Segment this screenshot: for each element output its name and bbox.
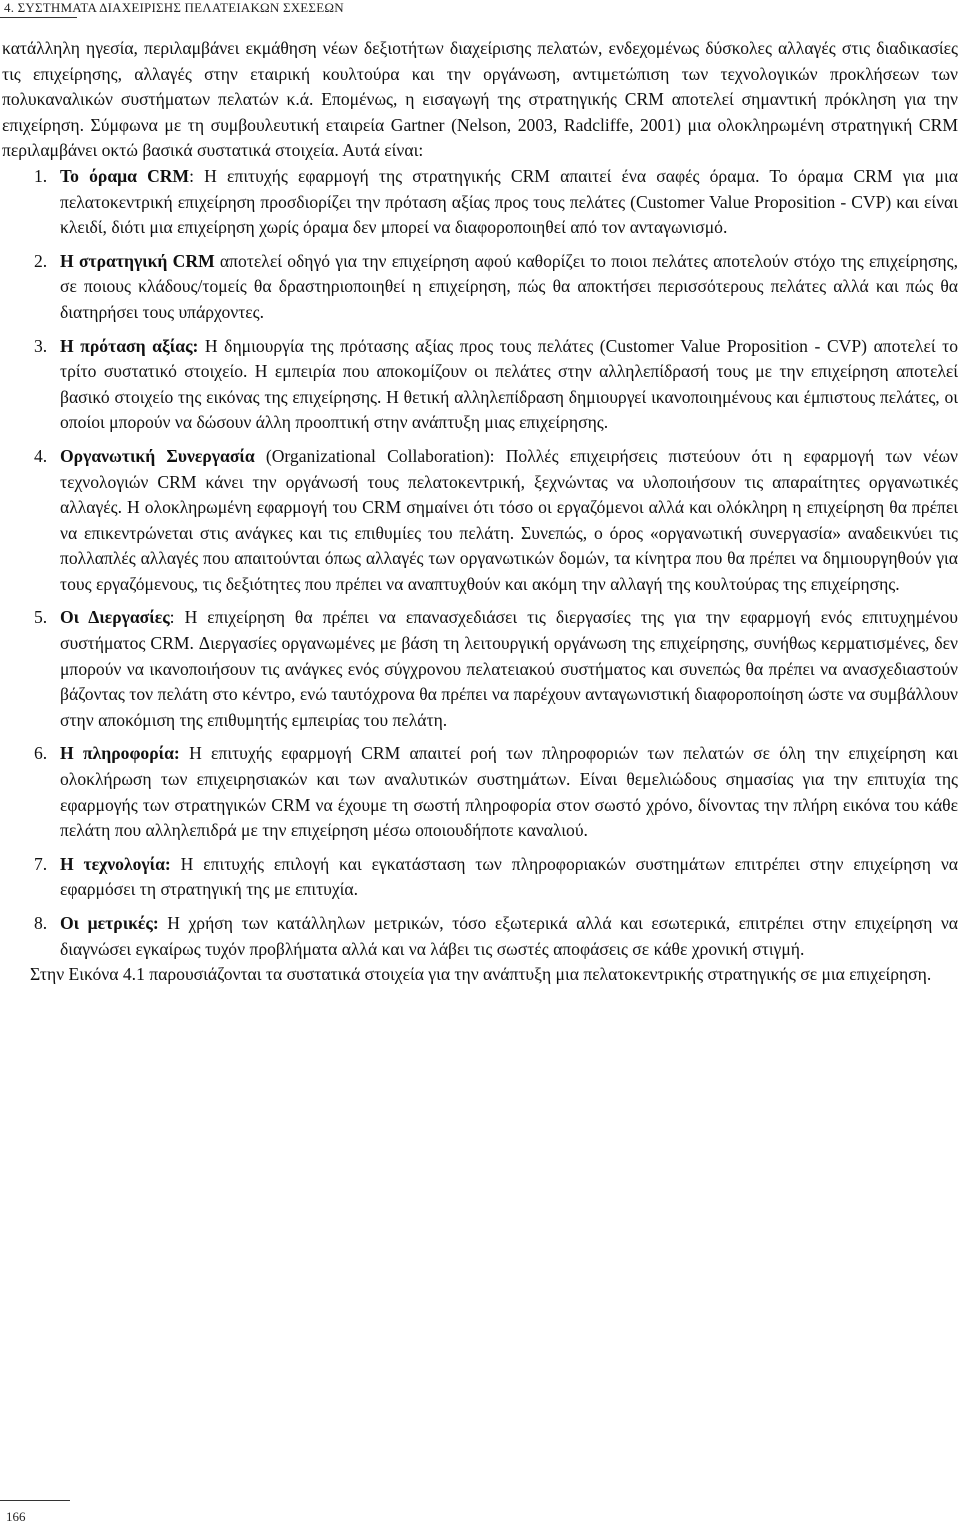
- list-item: [2, 164, 958, 241]
- list-item: [2, 444, 958, 598]
- list-number: 3.: [34, 335, 48, 356]
- list-item: [2, 852, 958, 903]
- list-number: 4.: [34, 445, 48, 466]
- list-item-text: Η επιτυχής επιλογή και εγκατάσταση των πληροφοριακών συστημάτων επιτρέπει στην επιχείρηση να εφαρμόσει τη στρατηγική της με επιτυχία.: [60, 853, 959, 900]
- intro-paragraph: κατάλληλη ηγεσία, περιλαμβάνει εκμάθηση νέων δεξιοτήτων διαχείρισης πελατών, ενδεχομένως δύσκολες αλλαγές στις διαδικασίες τις επιχείρησης, αλλαγές στην εταιρική κουλτούρα και την οργάνωση, αντιμετώπιση των τεχνολογικών προκλήσεων των πολυκαναλικών συστήματων πελατών κ.ά. Επομένως, η εισαγωγή της στρατηγικής CRM αποτελεί σημαντική πρόκληση για την επιχείρηση. Σύμφωνα με τη συμβουλευτική εταιρεία Gartner (Nelson, 2003, Radcliffe, 2001) μια ολοκληρωμένη στρατηγική CRM περιλαμβάνει οκτώ βασικά συστατικά στοιχεία. Αυτά είναι:: [2, 38, 958, 161]
- list-number: 6.: [34, 743, 48, 764]
- list-item-text: αποτελεί οδηγό για την επιχείρηση αφού καθορίζει το ποιοι πελάτες αποτελούν στόχο της επιχείρησης, σε ποιους κλάδους/τομείς θα δραστηριοποιηθεί η επιχείρηση, πώς θα αποκτήσει περισσότερους πελάτες αλλά και πώς θα διατηρήσει τους υπάρχοντες.: [60, 250, 958, 322]
- list-number: 8.: [34, 913, 48, 933]
- list-number: 2.: [34, 250, 48, 271]
- list-item-sep: :: [169, 607, 175, 628]
- page-content: [2, 36, 958, 988]
- list-item-sep: :: [189, 165, 195, 186]
- closing-paragraph: Στην Εικόνα 4.1 παρουσιάζονται τα συστατικά στοιχεία για την ανάπτυξη μια πελατοκεντρικής στρατηγικής σε μια επιχείρηση.: [30, 964, 932, 985]
- list-number: 1.: [34, 165, 48, 186]
- list-number: 7.: [34, 853, 48, 874]
- list-item-title: Η πρόταση αξίας:: [60, 335, 199, 356]
- list-item-text: Η επιτυχής εφαρμογή CRM απαιτεί ροή των πληροφοριών των πελατών σε όλη την επιχείρηση και ολοκλήρωση των επιχειρησιακών και των αναλυτικών συστημάτων. Είναι θεμελιώδους σημασίας για την επιτυχία της εφαρμογής των στρατηγικών CRM να έχουμε τη σωστή πληροφορία στον σωστό χρόνο, δίνοντας την πλήρη εικόνα του κάθε πελάτη που αλληλεπιδρά με την επιχείρηση μέσω οποιουδήποτε καναλιού.: [60, 743, 958, 841]
- list-item-text: Η επιτυχής εφαρμογή της στρατηγικής CRM απαιτεί ένα σαφές όραμα. Το όραμα CRM για μια πελατοκεντρική επιχείρηση προσδιορίζει την πρόταση αξίας προς τους πελάτες (Customer Value Proposition - CVP) και είναι κλειδί, διότι μια επιχείρηση χωρίς όραμα δεν μπορεί να διαφοροποιηθεί από τον ανταγωνισμό.: [60, 165, 958, 238]
- list-item-title: Οργανωτική Συνεργασία: [60, 445, 255, 466]
- list-item-title: Οι Διεργασίες: [60, 607, 170, 628]
- list-item-text: Η χρήση των κατάλληλων μετρικών, τόσο εξωτερικά αλλά και εσωτερικά, επιτρέπει στην επιχείρηση να διαγνώσει εγκαίρως τυχόν προβλήματα αλλά και να λάβει τις σωστές αποφάσεις σε κάθε χρονική στιγμή.: [60, 913, 958, 959]
- list-item: [2, 334, 958, 436]
- list-item-text: (Organizational Collaboration): Πολλές επιχειρήσεις πιστεύουν ότι η εφαρμογή των νέων τεχνολογιών CRM κάνει την οργάνωσή τους πελατοκεντρική, ξεχνώντας να υλοποιήσουν τις απαραίτητες οργανωτικές αλλαγές. Η ολοκληρωμένη εφαρμογή του CRM σημαίνει ότι τόσο οι εργαζόμενοι αλλά και ολόκληρη η επιχείρηση θα πρέπει να επικεντρώνεται στις ανάγκες και τις επιθυμίες του πελάτη. Συνεπώς, ο όρος «οργανωτική συνεργασία» αναδεικνύει τις πολλαπλές αλλαγές που απαιτούνται όπως αλλαγές των οργανωτικών δομών, τα κίνητρα που θα πρέπει να δημιουργηθούν για τους εργαζόμενους, τις δεξιότητες που πρέπει να αναπτυχθούν και ακόμη την αλλαγή της κουλτούρας της επιχείρησης.: [60, 445, 958, 594]
- list-item-title: Η πληροφορία:: [60, 743, 180, 764]
- list-number: 5.: [34, 607, 48, 628]
- list-item: [2, 911, 958, 962]
- list-item: [2, 605, 958, 733]
- list-item: [2, 249, 958, 326]
- component-list: [2, 164, 958, 962]
- list-item-title: Η στρατηγική CRM: [60, 250, 215, 271]
- list-item-text: Η επιχείρηση θα πρέπει να επανασχεδιάσει τις διεργασίες της για την εφαρμογή ενός επιτυχημένου συστήματος CRM. Διεργασίες οργανωμένες με βάση τη λειτουργική οργάνωση της επιχείρησης, συνήθως κερματισμένες, δεν μπορούν να ικανοποιήσουν τις ανάγκες ενός σύγχρονου πελατειακού συστήματος και συνεπώς θα πρέπει να ανασχεδιαστούν βάζοντας τον πελάτη στο κέντρο, ενώ ταυτόχρονα θα πρέπει να παρέχουν ανταγωνιστική διαφοροποίηση ώστε να συμβάλλουν στην αποκόμιση της επιθυμητής εμπειρίας του πελάτη.: [60, 607, 959, 730]
- running-header: 4. ΣΥΣΤΗΜΑΤΑ ΔΙΑΧΕΙΡΙΣΗΣ ΠΕΛΑΤΕΙΑΚΩΝ ΣΧΕΣΕΩΝ: [4, 0, 344, 15]
- list-item-title: Οι μετρικές:: [60, 913, 159, 933]
- footer-rule: [0, 1500, 70, 1501]
- list-item: [2, 741, 958, 843]
- header-rule: [0, 17, 77, 18]
- list-item-title: Η τεχνολογία:: [60, 853, 171, 874]
- list-item-title: Το όραμα CRM: [60, 165, 190, 186]
- page-number: 166: [6, 1509, 26, 1524]
- list-item-text: Η δημιουργία της πρότασης αξίας προς τους πελάτες (Customer Value Proposition - CVP) αποτελεί το τρίτο συστατικό στοιχείο. Η εμπειρία που αποκομίζουν οι πελάτες στην αλληλεπίδρασή τους με την επιχείρηση αποτελεί βασικό στοιχείο της εικόνας της επιχείρησης. Η θετική αλληλεπίδραση δημιουργεί ικανοποιημένους και έμπιστους πελάτες, οι οποίοι μπορούν να δώσουν άλλη προοπτική στην ανάπτυξη μιας επιχείρησης.: [60, 335, 959, 433]
